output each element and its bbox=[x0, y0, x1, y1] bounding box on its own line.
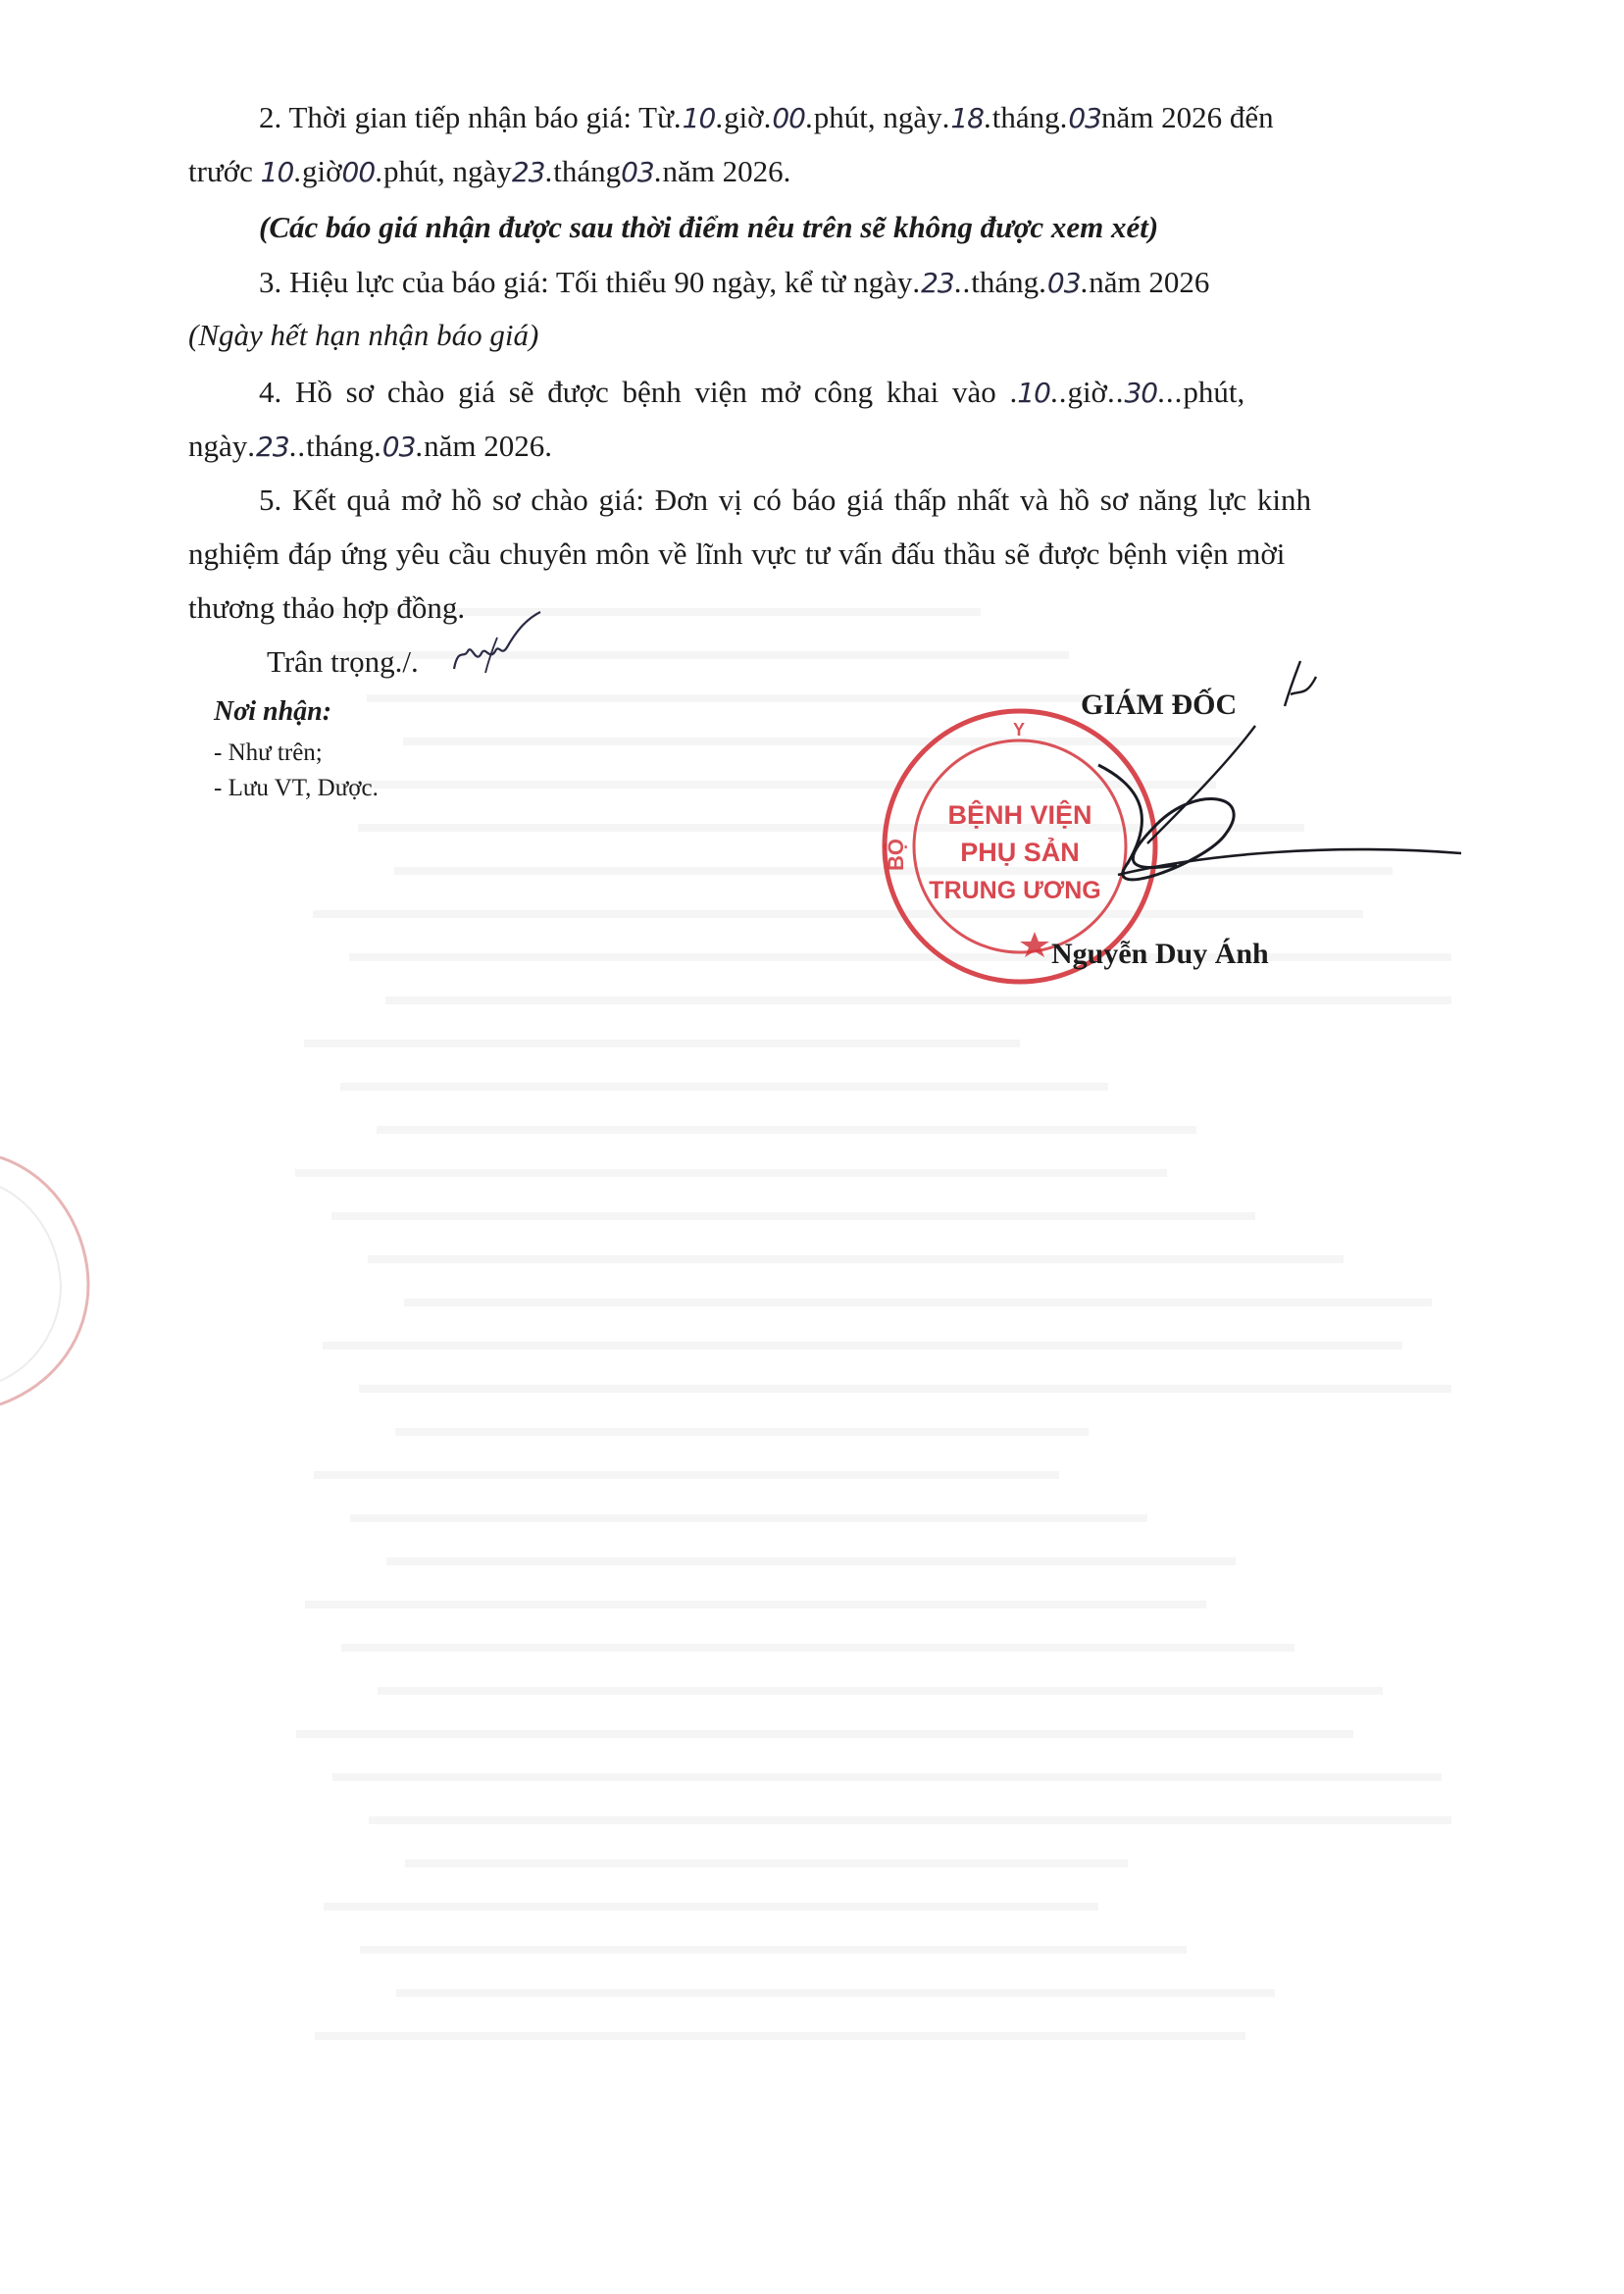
bleed-through-line bbox=[323, 1342, 1402, 1350]
recipients-heading: Nơi nhận: bbox=[214, 696, 332, 727]
bleed-through-line bbox=[405, 1860, 1128, 1867]
handwritten-to-month: 03 bbox=[621, 156, 654, 188]
bleed-through-line bbox=[395, 1428, 1089, 1436]
bleed-through-line bbox=[368, 1255, 1344, 1263]
label-nam-4: năm 2026. bbox=[424, 429, 553, 463]
edge-faded-stamp bbox=[0, 1147, 98, 1412]
svg-text:TRUNG ƯƠNG: TRUNG ƯƠNG bbox=[929, 877, 1101, 904]
handwritten-open-day: 23 bbox=[256, 431, 289, 463]
bleed-through-line bbox=[305, 1601, 1206, 1608]
handwritten-open-minute: 30 bbox=[1124, 377, 1158, 409]
item3-prefix: 3. Hiệu lực của báo giá: Tối thiểu 90 ngày, kể từ ngày bbox=[259, 265, 913, 299]
bleed-through-line bbox=[314, 1471, 1059, 1479]
label-phut-4: phút, bbox=[1183, 375, 1245, 409]
handwritten-validity-day: 23 bbox=[921, 267, 954, 299]
bleed-through-line bbox=[378, 1687, 1383, 1695]
signatory-name: Nguyễn Duy Ánh bbox=[1051, 938, 1269, 970]
bleed-through-line bbox=[367, 694, 1157, 702]
item5-line3: thương thảo hợp đồng. bbox=[188, 590, 466, 625]
bleed-through-line bbox=[296, 1730, 1353, 1738]
label-gio: giờ bbox=[724, 100, 764, 134]
bleed-through-line bbox=[304, 1040, 1020, 1047]
bleed-through-line bbox=[330, 651, 1069, 659]
handwritten-open-month: 03 bbox=[381, 431, 416, 463]
svg-text:PHỤ SẢN: PHỤ SẢN bbox=[960, 838, 1080, 867]
bleed-through-line bbox=[385, 996, 1451, 1004]
handwritten-to-day: 23 bbox=[511, 156, 545, 188]
item5-line1: 5. Kết quả mở hồ sơ chào giá: Đơn vị có báo giá thấp nhất và hồ sơ năng lực kinh bbox=[259, 483, 1312, 517]
bleed-through-line bbox=[350, 1514, 1147, 1522]
handwritten-validity-month: 03 bbox=[1046, 267, 1081, 299]
label-ngay-4: ngày bbox=[188, 429, 248, 463]
label-thang-2: tháng bbox=[553, 154, 622, 188]
item3-line1: 3. Hiệu lực của báo giá: Tối thiểu 90 ngày, kể từ ngày.23..tháng.03.năm 2026 bbox=[259, 265, 1210, 299]
label-nam-end: năm 2026. bbox=[662, 154, 791, 188]
handwritten-from-minute: 00 bbox=[772, 102, 805, 134]
note-late-quotes: (Các báo giá nhận được sau thời điểm nêu trên sẽ không được xem xét) bbox=[259, 210, 1159, 244]
label-nam-3: năm 2026 bbox=[1089, 265, 1210, 299]
label-phut-ngay: phút, ngày bbox=[813, 100, 942, 134]
bleed-through-line bbox=[324, 1903, 1098, 1911]
bleed-through-line bbox=[377, 1126, 1196, 1134]
bleed-through-line bbox=[340, 1083, 1108, 1091]
item4-line1: 4. Hồ sơ chào giá sẽ được bệnh viện mở công khai vào .10..giờ..30...phút, bbox=[259, 375, 1245, 409]
recipients-block bbox=[214, 696, 379, 806]
bleed-through-line bbox=[313, 910, 1363, 918]
item5-line2: nghiệm đáp ứng yêu cầu chuyên môn về lĩnh vực tư vấn đấu thầu sẽ được bệnh viện mời bbox=[188, 536, 1286, 571]
item2-line1: 2. Thời gian tiếp nhận báo giá: Từ.10.giờ.00.phút, ngày.18.tháng.03năm 2026 đến bbox=[259, 100, 1274, 134]
bleed-through-line bbox=[332, 1773, 1442, 1781]
handwritten-to-hour: 10 bbox=[260, 156, 294, 188]
item3-note: (Ngày hết hạn nhận báo giá) bbox=[188, 318, 539, 352]
label-thang-4: tháng bbox=[306, 429, 375, 463]
item4-line2: ngày.23..tháng.03.năm 2026. bbox=[188, 429, 553, 463]
bleed-through-line bbox=[369, 1816, 1451, 1824]
signatory-title: GIÁM ĐỐC bbox=[1081, 688, 1238, 721]
svg-text:BỆNH VIỆN: BỆNH VIỆN bbox=[947, 800, 1092, 830]
bleed-through-line bbox=[360, 1946, 1187, 1954]
handwritten-from-hour: 10 bbox=[682, 102, 716, 134]
bleed-through-line bbox=[359, 1385, 1451, 1393]
label-thang-3: tháng bbox=[971, 265, 1040, 299]
closing-text: Trân trọng./. bbox=[267, 644, 419, 679]
bleed-through-line bbox=[341, 1644, 1294, 1652]
svg-text:Y: Y bbox=[1013, 720, 1026, 739]
svg-text:BỘ: BỘ bbox=[884, 839, 908, 871]
label-phut-ngay-2: phút, ngày bbox=[382, 154, 512, 188]
handwritten-open-hour: 10 bbox=[1017, 377, 1050, 409]
recipient-item: - Lưu VT, Dược. bbox=[214, 775, 379, 801]
label-truoc: trước bbox=[188, 154, 253, 188]
initial-mark bbox=[446, 608, 544, 687]
bleed-through-line bbox=[315, 2032, 1245, 2040]
bleed-through-line bbox=[331, 1212, 1255, 1220]
label-gio-4: giờ bbox=[1067, 375, 1107, 409]
handwritten-to-minute: 00 bbox=[341, 156, 376, 188]
item2-line2: trước 10.giờ00.phút, ngày23.tháng03.năm 2026. bbox=[188, 154, 791, 188]
label-nam-den: năm 2026 đến bbox=[1101, 100, 1274, 134]
bleed-through-line bbox=[295, 1169, 1167, 1177]
director-signature bbox=[1059, 647, 1471, 902]
handwritten-from-month: 03 bbox=[1068, 102, 1101, 134]
item2-prefix: 2. Thời gian tiếp nhận báo giá: Từ bbox=[259, 100, 674, 134]
recipient-item: - Như trên; bbox=[214, 739, 323, 766]
label-thang: tháng bbox=[991, 100, 1060, 134]
label-gio-2: giờ bbox=[302, 154, 342, 188]
handwritten-from-day: 18 bbox=[950, 102, 984, 134]
bleed-through-line bbox=[386, 1557, 1236, 1565]
bleed-through-line bbox=[404, 1299, 1432, 1306]
bleed-through-line bbox=[396, 1989, 1275, 1997]
item4-prefix: 4. Hồ sơ chào giá sẽ được bệnh viện mở công khai vào bbox=[259, 375, 996, 409]
